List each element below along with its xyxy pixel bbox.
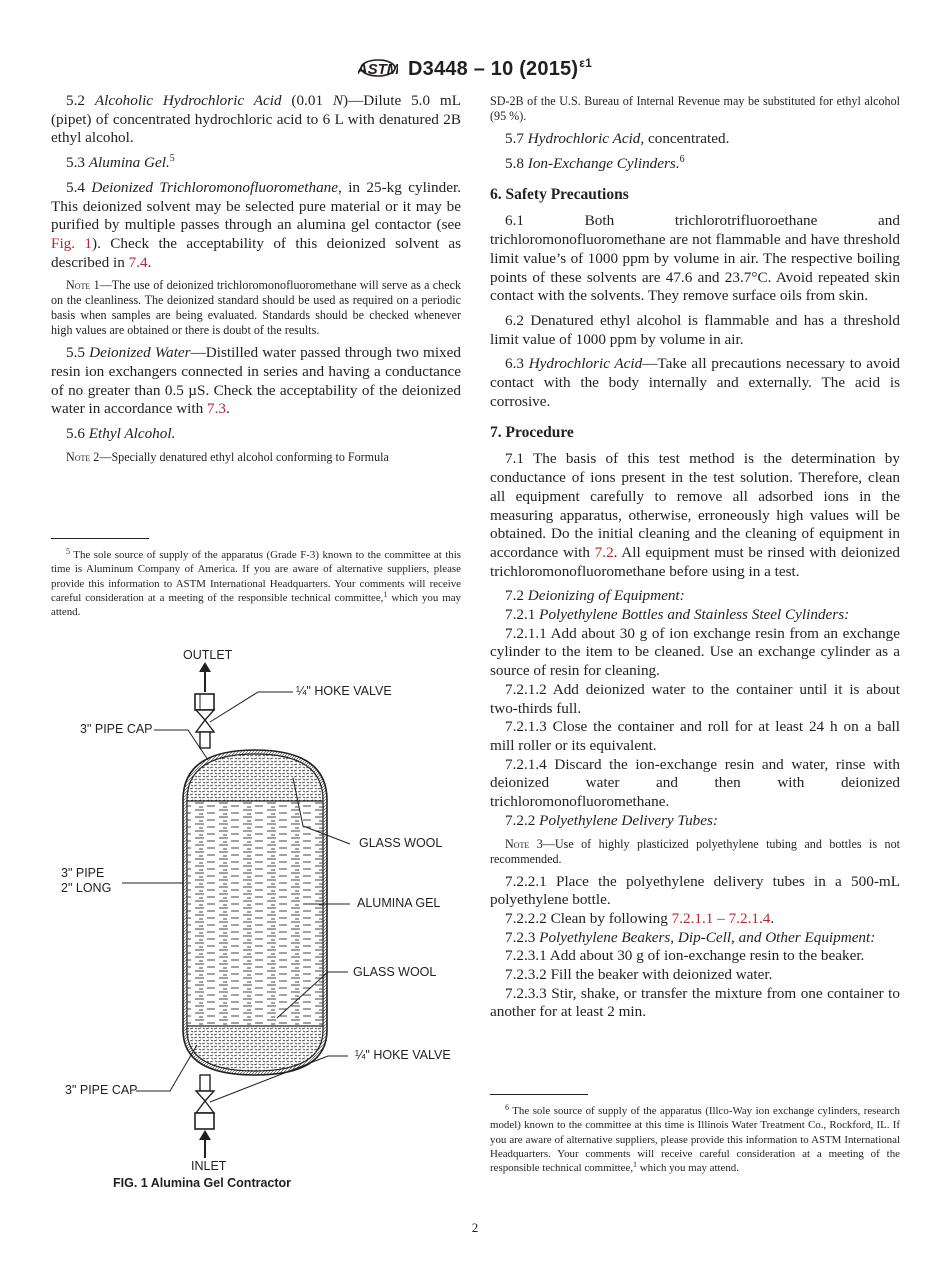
heading-safety-precautions: 6. Safety Precautions [490,186,629,204]
footnote-ref-5[interactable]: 5 [169,153,175,165]
section-7-2-1-3: 7.2.1.3 Close the container and roll for at least 24 h on a ball mill roller or its equivalent. [490,718,900,754]
section-7-2-1: 7.2.1 Polyethylene Bottles and Stainless Steel Cylinders: [505,606,850,624]
standard-designation: D3448 – 10 $(2015)^{\varepsilon 1}$ [408,55,592,80]
figure-caption: FIG. 1 Alumina Gel Contractor [113,1176,292,1190]
section-7-2-1-4: 7.2.1.4 Discard the ion-exchange resin and water, rinse with deionized water and then with deionized trichloromonofluoromethane. [490,755,900,811]
section-6-1: 6.1 Both trichlorotrifluoroethane and trichloromonofluoromethane are not flammable and have threshold limit value’s of 1000 ppm by volume in air. The respective boiling points of these solvents are 47.6 and 23.7°C. Avoid repeated skin contact with the solvents. They remove surface oils from skin. [490,212,900,305]
footnote-ref-6[interactable]: 6 [679,153,685,165]
section-7-1: 7.1 The basis of this test method is the determination by conductance of ions present in the test solution. Therefore, clean all equipment carefully to remove all adsorbed ions in the measuring apparatus, otherwise, erroneously high values will be obtained. Do the initial cleaning and the cleaning of equipment in accordance with 7.2. All equipment must be rinsed with deionized trichloromonofluoromethane before using in a test. [490,450,900,580]
heading-procedure: 7. Procedure [490,424,574,442]
note-2-continued: SD-2B of the U.S. Bureau of Internal Revenue may be substituted for ethyl alcohol (95 %). [490,94,900,123]
label-top-glass-wool: GLASS WOOL [359,836,443,850]
section-7-2-1-1: 7.2.1.1 Add about 30 g of ion exchange resin from an exchange cylinder to the item to be cleaned. Use an exchange cylinder as a source of resin for cleaning. [490,624,900,680]
link-7-2-1-1-to-7-2-1-4[interactable]: 7.2.1.1 – 7.2.1.4 [671,909,771,927]
link-7-4[interactable]: 7.4 [128,253,148,271]
label-top-hoke-valve: ¼" HOKE VALVE [296,684,392,698]
right-column [490,94,900,1022]
page-header [0,52,950,84]
section-7-2-3-3: 7.2.3.3 Stir, shake, or transfer the mixture from one container to another for at least 2 min. [490,984,900,1021]
section-6-2: 6.2 Denatured ethyl alcohol is flammable and has a threshold limit value of 1000 ppm by volume in air. [490,311,900,348]
section-5-4: 5.4 Deionized Trichloromonofluoromethane, in 25-kg cylinder. This deionized solvent may be selected pure material or it may be purified by multiple passes through an alumina gel contactor (see Fig. 1). Check the acceptability of this deionized solvent as described in 7.4. [51,178,461,271]
page-number: 2 [471,1220,479,1235]
section-7-2-3-2: 7.2.3.2 Fill the beaker with deionized water. [505,966,773,984]
section-7-2-2-1: 7.2.2.1 Place the polyethylene delivery tubes in a 500-mL polyethylene bottle. [490,872,900,909]
astm-logo-icon [358,52,398,84]
label-bottom-hoke-valve: ¼" HOKE VALVE [355,1048,451,1062]
section-5-2: 5.2 Alcoholic Hydrochloric Acid (0.01 N)—Dilute 5.0 mL (pipet) of concentrated hydrochloric acid to 6 L with denatured 2B ethyl alcohol. [51,92,462,147]
section-7-2-3-1: 7.2.3.1 Add about 30 g of ion-exchange resin to the beaker. [505,947,865,965]
figure-1-alumina-gel-contractor [50,640,470,1200]
label-top-pipe-cap: 3" PIPE CAP [80,722,153,736]
label-bottom-pipe-cap: 3" PIPE CAP [65,1083,138,1097]
left-column [51,92,461,471]
section-5-7: 5.7 Hydrochloric Acid, concentrated. [505,130,730,147]
section-7-2: 7.2 Deionizing of Equipment: [505,587,685,605]
section-7-2-2-2: 7.2.2.2 Clean by following 7.2.1.1 – 7.2.1.4. [505,909,775,927]
section-7-2-3: 7.2.3 Polyethylene Beakers, Dip-Cell, and Other Equipment: [505,928,876,946]
label-bottom-glass-wool: GLASS WOOL [353,965,437,979]
label-alumina-gel: ALUMINA GEL [357,896,441,910]
note-1: Note 1—The use of deionized trichloromonofluoromethane will serve as a check on the cleanliness. The deionized standard should be used as required on a periodic basis when samples are being evaluated. Standards should be checked whenever high values are obtained or there is doubt of the results. [51,278,461,338]
section-6-3: 6.3 Hydrochloric Acid—Take all precautions necessary to avoid contact with the body internally and externally. The acid is corrosive. [490,355,901,410]
footnote-divider [51,538,149,539]
footnote-5-block [51,538,461,619]
section-5-5: 5.5 Deionized Water—Distilled water passed through two mixed resin ion exchangers connected in series and having a conductance of no greater than 0.5 µS. Check the acceptability of the deionized water in accordance with 7.3. [51,344,461,418]
label-inlet: INLET [191,1159,227,1173]
footnote-divider [490,1094,588,1095]
footnote-6-block [490,1094,900,1175]
note-2: Note 2—Specially denatured ethyl alcohol conforming to Formula [66,449,389,464]
section-5-8: 5.8 Ion-Exchange Cylinders.$^6$ [505,153,685,172]
footnote-5: $^5$ The sole source of supply of the apparatus (Grade F-3) known to the committee at this time is Aluminum Company of America. If you are aware of alternative suppliers, please provide this information to ASTM International Headquarters. Your comments will receive careful consideration at a meeting of the responsible technical committee,$^1$ which you may attend. [51,547,461,619]
note-3: Note 3—Use of highly plasticized polyethylene tubing and bottles is not recommended. [490,836,900,866]
link-fig-1[interactable]: Fig. 1 [51,234,93,252]
section-5-3: 5.3 Alumina Gel.$^5$ [66,153,175,172]
section-5-6: 5.6 Ethyl Alcohol. [66,425,176,443]
section-7-2-2: 7.2.2 Polyethylene Delivery Tubes: [505,811,718,829]
epsilon-superscript: ε1 [579,55,592,70]
svg-text:ASTM: ASTM [358,61,399,78]
label-pipe-size: 3" PIPE 2" LONG [61,866,112,895]
label-outlet: OUTLET [183,648,233,662]
section-7-2-1-2: 7.2.1.2 Add deionized water to the container until it is about two-thirds full. [490,680,900,717]
link-7-2[interactable]: 7.2 [594,543,614,561]
footnote-6: $^6$ The sole source of supply of the apparatus (Illco-Way ion exchange cylinders, research model) known to the committee at this time is Illinois Water Treatment Co., Rockford, IL. If you are aware of alternative suppliers, please provide this information to ASTM International Headquarters. Your comments will receive careful consideration at a meeting of the responsible technical committee,$^1$ which you may attend. [490,1103,900,1175]
link-7-3[interactable]: 7.3 [207,400,226,418]
